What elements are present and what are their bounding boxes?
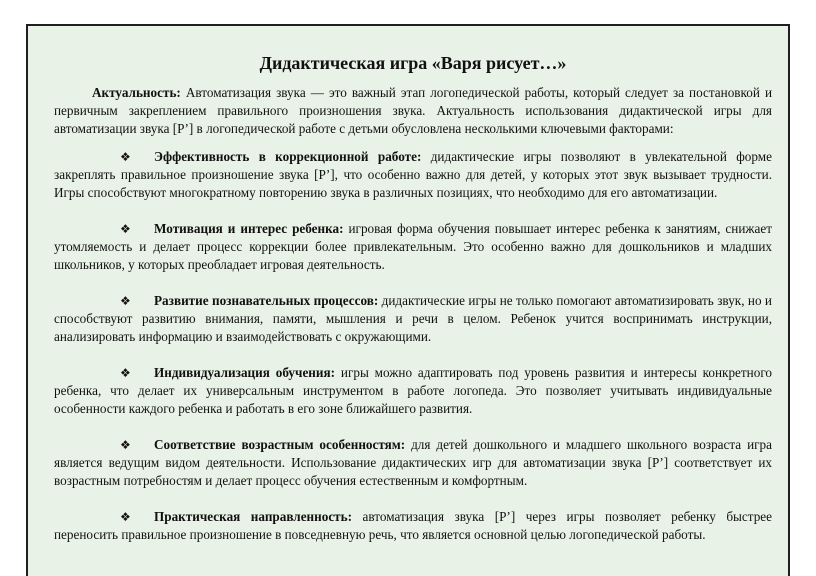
list-item-text: автоматизация звука [Р’] через игры позволяет ребенку быстрее переносить правильное произношение в повседневную речь, что является основной целью логопедической работы. <box>54 509 772 542</box>
slide-content <box>54 52 772 562</box>
list-item-lead: Развитие познавательных процессов: <box>154 293 379 308</box>
list-item-lead: Мотивация и интерес ребенка: <box>154 221 344 236</box>
list-item <box>54 508 772 544</box>
diamond-bullet-icon: ❖ <box>120 294 131 308</box>
list-item-lead: Индивидуализация обучения: <box>154 365 336 380</box>
intro-lead: Актуальность: <box>92 85 181 100</box>
diamond-bullet-icon: ❖ <box>120 438 131 452</box>
list-item-text: дидактические игры позволяют в увлекательной форме закреплять правильное произношение звука [Р’], что особенно важно для детей, у которых этот звук вызывает трудности. Игры способствуют многократному повторению звука в различных позициях, что необходимо для его автоматизации. <box>54 149 772 200</box>
diamond-bullet-icon: ❖ <box>120 222 131 236</box>
list-item-text: игры можно адаптировать под уровень развития и интересы конкретного ребенка, что делает их универсальным инструментом в работе логопеда. Это позволяет учитывать индивидуальные особенности каждого ребенка и работать в его зоне ближайшего развития. <box>54 365 772 416</box>
intro-text: Автоматизация звука — это важный этап логопедической работы, который следует за постановкой и первичным закреплением правильного произношения звука. Актуальность использования дидактической игры для автоматизации звука [Р’] в логопедической работе с детьми обусловлена несколькими ключевыми факторами: <box>54 85 772 136</box>
list-item <box>54 292 772 346</box>
list-item-lead: Эффективность в коррекционной работе: <box>154 149 422 164</box>
list-item-text: дидактические игры не только помогают автоматизировать звук, но и способствуют развитию внимания, памяти, мышления и речи в целом. Ребенок учится воспринимать инструкции, анализировать информацию и взаимодействовать с окружающими. <box>54 293 772 344</box>
list-item <box>54 436 772 490</box>
diamond-bullet-icon: ❖ <box>120 510 131 524</box>
intro-paragraph <box>54 84 772 138</box>
list-item <box>54 220 772 274</box>
list-item-text: игровая форма обучения повышает интерес ребенка к занятиям, снижает утомляемость и делает процесс коррекции более привлекательным. Это особенно важно для дошкольников и младших школьников, у которых преобладает игровая деятельность. <box>54 221 772 272</box>
list-item <box>54 148 772 202</box>
page-title: Дидактическая игра «Варя рисует…» <box>259 53 567 73</box>
list-item-lead: Соответствие возрастным особенностям: <box>154 437 406 452</box>
diamond-bullet-icon: ❖ <box>120 150 131 164</box>
diamond-bullet-icon: ❖ <box>120 366 131 380</box>
list-item-text: для детей дошкольного и младшего школьного возраста игра является ведущим видом деятельности. Использование дидактических игр для автоматизации звука [Р’] соответствует их возрастным потребностям и делает процесс обучения естественным и комфортным. <box>54 437 772 488</box>
list-item-lead: Практическая направленность: <box>154 509 353 524</box>
list-item <box>54 364 772 418</box>
